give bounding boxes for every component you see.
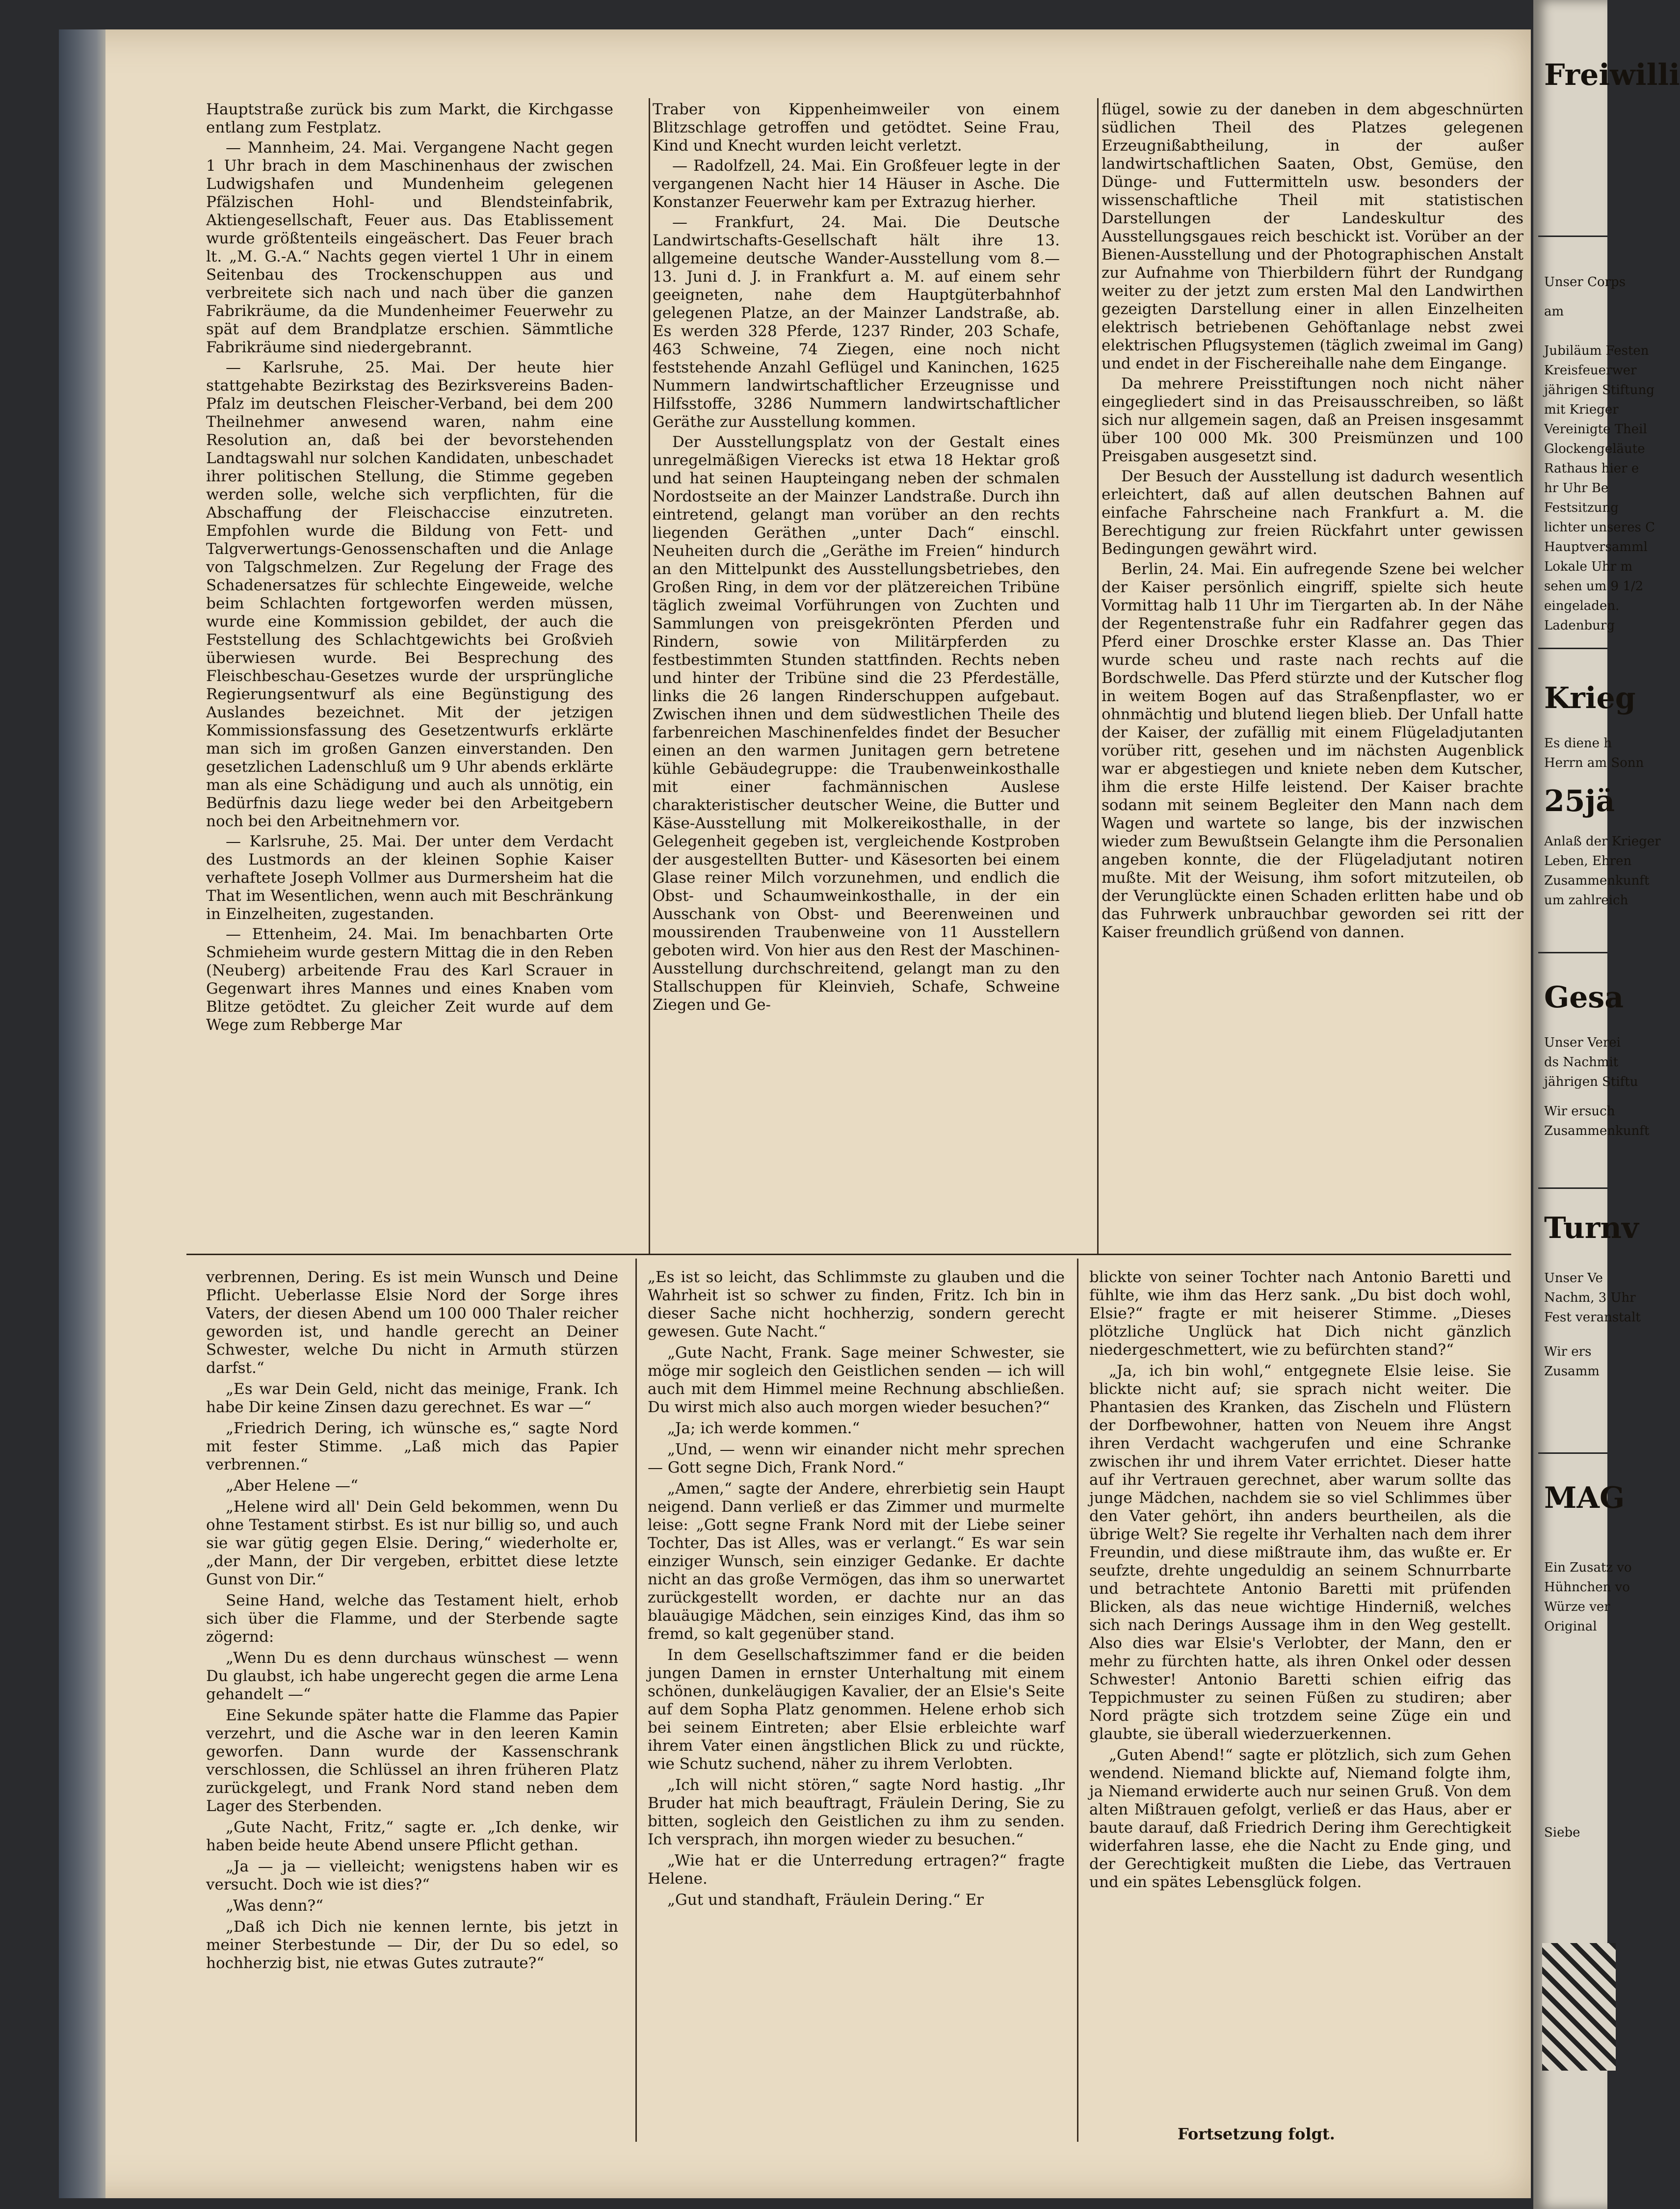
ad-text-fragment: um zahlreich xyxy=(1544,893,1628,908)
ad-text-fragment: Glockengeläute xyxy=(1544,442,1645,456)
ad-text-fragment: Hühnchen vo xyxy=(1544,1580,1630,1595)
story-paragraph: „Was denn?“ xyxy=(226,1897,323,1915)
story-paragraph: „Ja; ich werde kommen.“ xyxy=(667,1420,860,1437)
story-paragraph: „Helene wird all' Dein Geld bekommen, wenn Du ohne Testament stirbst. Es ist nur billig so, und auch sie war gütig gegen Elsie. Dering,“ wiederholte er, „der Mann, der Dir vergeben, erbittet diese letzte Gunst von Dir.“ xyxy=(206,1498,618,1588)
decorative-emblem xyxy=(1542,1943,1616,2071)
ad-text-fragment: hr Uhr Be xyxy=(1544,481,1609,496)
ad-text-fragment: Unser Ve xyxy=(1544,1271,1603,1286)
ad-text-fragment: Siebe xyxy=(1544,1825,1580,1840)
ad-text-fragment: Herrn am Sonn xyxy=(1544,756,1644,770)
ad-text-fragment: Unser Verei xyxy=(1544,1035,1621,1050)
news-paragraph: — Radolfzell, 24. Mai. Ein Großfeuer legte in der vergangenen Nacht hier 14 Häuser in Asche. Die Konstanzer Feuerwehr kam per Extrazug hierher. xyxy=(653,157,1060,211)
ad-text-fragment: Jubiläum Festen xyxy=(1544,343,1649,358)
ad-divider xyxy=(1538,1187,1607,1189)
news-paragraph: — Ettenheim, 24. Mai. Im benachbarten Orte Schmieheim wurde gestern Mittag die in den Reben (Neuberg) arbeitende Frau des Karl Scrauer in Gegenwart ihres Mannes und eines Knaben vom Blitze getödtet. Zu gleicher Zeit wurde auf dem Wege zum Rebberge Mar xyxy=(206,925,613,1034)
book-binding-edge xyxy=(59,29,105,2198)
story-paragraph: „Wenn Du es denn durchaus wünschest — wenn Du glaubst, ich habe ungerecht gegen die arme Lena gehandelt —“ xyxy=(206,1649,618,1703)
ad-divider xyxy=(1538,648,1607,649)
story-paragraph: „Ich will nicht stören,“ sagte Nord hastig. „Ihr Bruder hat mich beauftragt, Fräulein Dering, Sie zu bitten, sogleich den Geistlichen zu ihm zu senden. Ich versprach, ihn morgen wieder zu besuchen.“ xyxy=(648,1776,1065,1848)
ad-text-fragment: Turnv xyxy=(1544,1211,1639,1245)
ad-text-fragment: ds Nachmit xyxy=(1544,1055,1619,1070)
ad-text-fragment: Zusamm xyxy=(1544,1364,1600,1379)
ad-text-fragment: eingeladen. xyxy=(1544,599,1620,613)
story-paragraph: In dem Gesellschaftszimmer fand er die beiden jungen Damen in ernster Unterhaltung mit einem schönen, dunkeläugigen Kavalier, der an Elsie's Seite auf dem Sopha Platz genommen. Helene erhob sich bei seinem Eintreten; aber Elsie erbleichte warf ihrem Vater einen ängstlichen Blick zu und rückte, wie Schutz suchend, näher zu ihrem Verlobten. xyxy=(648,1646,1065,1773)
ad-text-fragment: Festsitzung xyxy=(1544,500,1619,515)
story-column-rule-1 xyxy=(635,1259,637,2142)
story-paragraph: „Ja, ich bin wohl,“ entgegnete Elsie leise. Sie blickte nicht auf; sie sprach nicht weiter. Die Phantasien des Kranken, das Zischeln und Flüstern der Dorfbewohner, hatten von Neuem ihre Angst ihren Verdacht wachgerufen und eine Schranke zwischen ihr und ihrem Vater errichtet. Dieser hatte auf ihr Vertrauen gerechnet, aber warum sollte das junge Mädchen, nachdem sie so viel Schlimmes über den Vater gehört, ihn anders beurtheilen, als die übrige Welt? Sie regelte ihr Verhalten nach dem ihrer Freundin, und diese mißtraute ihm, das wußte er. Er seufzte, drehte ungeduldig an seinem Schnurrbarte und betrachtete Antonio Baretti mit prüfenden Blicken, als das neue wichtige Hinderniß, welches sich nach Derings Aussage ihm in den Weg gestellt. Also dies war Elsie's Verlobter, der Mann, den er mehr zu fürchten hatte, als ihren Onkel oder dessen Schwester! Antonio Baretti schien eifrig das Teppichmuster zu seinen Füßen zu studiren; aber Nord prägte sich trotzdem seine Züge ein und glaubte, sie überall wiederzuerkennen. xyxy=(1089,1362,1511,1743)
ad-text-fragment: Rathaus hier e xyxy=(1544,461,1639,476)
continuation-note: Fortsetzung folgt. xyxy=(1178,2125,1335,2143)
ad-text-fragment: 25jä xyxy=(1544,784,1615,818)
news-paragraph: flügel, sowie zu der daneben in dem abgeschnürten südlichen Theil des Platzes gelegenen Erzeugnißabtheilung, in der außer landwirtschaftlichen Saaten, Obst, Gemüse, den Dünge- und Futtermitteln usw. besonders der wissenschaftliche Theil mit statistischen Darstellungen der Landeskultur des Ausstellungsgaues reich beschickt ist. Vorüber an der Bienen-Ausstellung und der Photographischen Anstalt zur Aufnahme von Thierbildern führt der Rundgang weiter zu der jetzt zum ersten Mal den Landwirthen gezeigten Darstellung einer in allen Einzelheiten elektrisch betriebenen Gehöftanlage nebst zwei elektrischen Pflugsystemen (täglich zweimal im Gang) und endet in der Fischereihalle nahe dem Eingange. xyxy=(1102,101,1523,372)
news-paragraph: Hauptstraße zurück bis zum Markt, die Kirchgasse entlang zum Festplatz. xyxy=(206,101,613,136)
faded-masthead-bleed xyxy=(186,29,1560,103)
serial-story-column-2 xyxy=(648,1268,1065,2132)
story-paragraph: „Und, — wenn wir einander nicht mehr sprechen — Gott segne Dich, Frank Nord.“ xyxy=(648,1441,1065,1476)
ad-text-fragment: mit Krieger xyxy=(1544,402,1619,417)
story-paragraph: „Gute Nacht, Fritz,“ sagte er. „Ich denke, wir haben beide heute Abend unsere Pflicht gethan. xyxy=(206,1818,618,1854)
ad-text-fragment: Vereinigte Theil xyxy=(1544,422,1647,437)
news-paragraph: — Karlsruhe, 25. Mai. Der heute hier stattgehabte Bezirkstag des Bezirksvereins Baden-Pfalz im deutschen Fleischer-Verband, bei dem 200 Theilnehmer anwesend waren, nahm eine Resolution an, daß bei der bevorstehenden Landtagswahl nur solchen Kandidaten, unbeschadet ihrer politischen Stellung, die Stimme gegeben werden solle, welche sich verpflichten, für die Abschaffung der Fleischaccise einzutreten. Empfohlen wurde die Bildung von Fett- und Talgverwertungs-Genossenschaften und die Anlage von Talgschmelzen. Zur Regelung der Frage des Schadenersatzes für schlechte Eingeweide, welche beim Schlachten fortgeworfen werden müssen, wurde eine Kommission gebildet, der auch die Feststellung des Schlachtgewichts bei Großvieh überwiesen wurde. Bei Besprechung des Fleischbeschau-Gesetzes wurde der ursprüngliche Regierungsentwurf als eine Begünstigung des Auslandes bezeichnet. Mit der jetzigen Kommissionsfassung des Gesetzentwurfs erklärte man sich im großen Ganzen einverstanden. Den gesetzlichen Ladenschluß um 9 Uhr abends erklärte man als eine Schädigung und auch als unnötig, ein Bedürfnis dazu liege weder bei den Arbeitgebern noch bei den Arbeitnehmern vor. xyxy=(206,359,613,830)
story-paragraph: Seine Hand, welche das Testament hielt, erhob sich über die Flamme, und der Sterbende sagte zögernd: xyxy=(206,1592,618,1646)
news-paragraph: Berlin, 24. Mai. Ein aufregende Szene bei welcher der Kaiser persönlich eingriff, spielte sich heute Vormittag halb 11 Uhr im Tiergarten ab. In der Nähe der Regentenstraße fuhr ein Radfahrer gegen das Pferd einer Droschke erster Klasse an. Das Thier wurde scheu und raste nach rechts auf die Bordschwelle. Das Pferd stürzte und der Kutscher flog in weitem Bogen auf das Straßenpflaster, wo er ohnmächtig und blutend liegen blieb. Der Unfall hatte der Kaiser, der zufällig mit einem Flügeladjutanten vorüber ritt, gesehen und im nächsten Augenblick war er abgestiegen und kniete neben dem Kutscher, ihm die erste Hilfe leistend. Der Kaiser brachte sodann mit seinem Begleiter den Mann nach dem Wagen und wartete so lange, bis der inzwischen wieder zum Bewußtsein Gelangte ihm die Personalien angeben konnte, die der Flügeladjutant notiren mußte. Mit der Weisung, ihm sofort mitzuteilen, ob der Verunglückte einen Schaden erlitten habe und ob das Fuhrwerk unbrauchbar geworden sei ritt der Kaiser freundlich grüßend von dannen. xyxy=(1102,560,1523,941)
ad-text-fragment: sehen um 9 1/2 xyxy=(1544,579,1644,594)
ad-text-fragment: jährigen Stiftu xyxy=(1544,1075,1638,1089)
ad-text-fragment: Unser Corps xyxy=(1544,275,1626,289)
story-paragraph: „Ja — ja — vielleicht; wenigstens haben wir es versucht. Doch wie ist dies?“ xyxy=(206,1858,618,1893)
story-paragraph: „Guten Abend!“ sagte er plötzlich, sich zum Gehen wendend. Niemand blickte auf, Niemand folgte ihm, ja Niemand erwiderte auch nur seinen Gruß. Von dem alten Mißtrauen gefolgt, verließ er das Haus, aber er baute darauf, daß Friedrich Dering ihm Gerechtigkeit widerfahren lasse, ehe die Nacht zu Ende ging, und der Gerechtigkeit mußten die Liebe, das Vertrauen und ein spätes Lebensglück folgen. xyxy=(1089,1746,1511,1891)
ad-text-fragment: Kreisfeuerwer xyxy=(1544,363,1637,378)
ad-text-fragment: Wir ers xyxy=(1544,1344,1592,1359)
ad-divider xyxy=(1538,952,1607,953)
story-paragraph: „Amen,“ sagte der Andere, ehrerbietig sein Haupt neigend. Dann verließ er das Zimmer und murmelte leise: „Gott segne Frank Nord mit der Liebe seiner Tochter, Das ist Alles, was er verlangt.“ Es war sein einziger Wunsch, sein einziger Gedanke. Er dachte nicht an das große Vermögen, das ihm so unerwartet zurückgestellt worden, er dachte nur an das blauäugige Mädchen, sein einziges Kind, das ihm so fremd, so kalt gegenüber stand. xyxy=(648,1480,1065,1643)
news-paragraph: Traber von Kippenheimweiler von einem Blitzschlage getroffen und getödtet. Seine Frau, Kind und Knecht wurden leicht verletzt. xyxy=(653,101,1060,155)
ad-text-fragment: Fest veranstalt xyxy=(1544,1310,1641,1325)
ad-divider xyxy=(1538,1452,1607,1454)
news-paragraph: — Frankfurt, 24. Mai. Die Deutsche Landwirtschafts-Gesellschaft hält ihre 13. allgemeine deutsche Wander-Ausstellung vom 8.—13. Juni d. J. in Frankfurt a. M. auf einem sehr geeigneten, nahe dem Hauptgüterbahnhof gelegenen Platze, an der Mainzer Landstraße, ab. Es werden 328 Pferde, 1237 Rinder, 203 Schafe, 463 Schweine, 74 Ziegen, eine noch nicht feststehende Anzahl Geflügel und Kaninchen, 1625 Nummern landwirtschaftlicher Erzeugnisse und Hilfsstoffe, 3286 Nummern landwirtschaftlicher Geräthe zur Ausstellung kommen. xyxy=(653,213,1060,431)
story-paragraph: „Daß ich Dich nie kennen lernte, bis jetzt in meiner Sterbestunde — Dir, der Du so edel, so hochherzig bist, nie etwas Gutes zutraute?“ xyxy=(206,1918,618,1972)
ad-text-fragment: Ladenburg xyxy=(1544,618,1615,633)
story-paragraph: „Friedrich Dering, ich wünsche es,“ sagte Nord mit fester Stimme. „Laß mich das Papier verbrennen.“ xyxy=(206,1420,618,1473)
news-paragraph: Da mehrere Preisstiftungen noch nicht näher eingegliedert sind in das Preisausschreiben, so läßt sich nur allgemein sagen, daß an Preisen insgesammt über 100 000 Mk. 300 Preismünzen und 100 Preisgaben ausgesetzt sind. xyxy=(1102,375,1523,465)
ad-text-fragment: lichter unseres C xyxy=(1544,520,1655,535)
ad-text-fragment: MAG xyxy=(1544,1481,1625,1515)
story-paragraph: verbrennen, Dering. Es ist mein Wunsch und Deine Pflicht. Ueberlasse Elsie Nord der Sorge ihres Vaters, der diesen Abend um 100 000 Thaler reicher geworden ist, und handle gerecht an Deiner Schwester, welche Du nicht in Armuth stürzen darfst.“ xyxy=(206,1268,618,1377)
ad-text-fragment: Freiwilli xyxy=(1544,58,1680,92)
ad-text-fragment: Original xyxy=(1544,1619,1597,1634)
ad-text-fragment: Lokale Uhr m xyxy=(1544,559,1633,574)
story-paragraph: blickte von seiner Tochter nach Antonio Baretti und fühlte, wie ihm das Herz sank. „Du bist doch wohl, Elsie?“ fragte er mit heiserer Stimme. „Dieses plötzliche Unglück hat Dich nicht gänzlich niedergeschmettert, wie zu befürchten stand?“ xyxy=(1089,1268,1511,1359)
story-paragraph: „Wie hat er die Unterredung ertragen?“ fragte Helene. xyxy=(648,1852,1065,1888)
ad-text-fragment: Wir ersuch xyxy=(1544,1104,1615,1119)
story-paragraph: „Es war Dein Geld, nicht das meinige, Frank. Ich habe Dir keine Zinsen dazu gerechnet. Es war —“ xyxy=(206,1380,618,1416)
adjacent-page-edge xyxy=(1533,0,1680,2209)
ad-text-fragment: Krieg xyxy=(1544,681,1636,715)
news-column-3 xyxy=(1102,101,1523,1244)
story-paragraph: „Aber Helene —“ xyxy=(226,1477,358,1495)
ad-text-fragment: Anlaß der Krieger xyxy=(1544,834,1661,849)
ad-text-fragment: Würze ver xyxy=(1544,1600,1610,1614)
serial-story-column-1 xyxy=(206,1268,618,2132)
ad-text-fragment: Gesa xyxy=(1544,980,1624,1015)
story-column-rule-2 xyxy=(1077,1259,1078,2142)
ad-text-fragment: Hauptversamml xyxy=(1544,540,1648,554)
news-column-2 xyxy=(653,101,1060,1244)
serial-story-column-3 xyxy=(1089,1268,1511,2117)
ad-text-fragment: jährigen Stiftung xyxy=(1544,383,1654,397)
story-paragraph: „Gut und standhaft, Fräulein Dering.“ Er xyxy=(667,1891,984,1909)
news-paragraph: Der Ausstellungsplatz von der Gestalt eines unregelmäßigen Vierecks ist etwa 18 Hektar groß und hat seinen Haupteingang neben der schmalen Nordostseite an der Mainzer Landstraße. Durch ihn eintretend, gelangt man vorüber an den rechts liegenden Geräthen „unter Dach“ einschl. Neuheiten durch die „Geräthe im Freien“ hindurch an den Mittelpunkt des Ausstellungsbetriebes, den Großen Ring, in dem vor der plätzereichen Tribüne täglich zweimal Vorführungen von Zuchten und Sammlungen von preisgekrönten Pferden und Rindern, sowie von Militärpferden zu festbestimmten Stunden stattfinden. Rechts neben und hinter der Tribüne sind die 23 Pferdeställe, links die 26 langen Rinderschuppen aufgebaut. Zwischen ihnen und dem südwestlichen Theile des farbenreichen Maschinenfeldes findet der Besucher einen an den warmen Junitagen gern betretene kühle Gebäudegruppe: die Traubenweinkosthalle mit einer fachmännischen Auslese charakteristischer deutscher Weine, die Butter und Käse-Ausstellung mit Molkereikosthalle, in der Gelegenheit gegeben ist, vergleichende Kostproben der ausgestellten Butter- und Käsesorten bei einem Glase reiner Milch vorzunehmen, und endlich die Obst- und Schaumweinkosthalle, in der ein Ausschank von Obst- und Beerenweinen und moussirenden Traubenweine von 11 Ausstellern geboten wird. Von hier aus den Rest der Maschinen-Ausstellung durchschreitend, gelangt man zu den Stallschuppen für Kleinvieh, Schafe, Schweine Ziegen und Ge- xyxy=(653,433,1060,1014)
news-paragraph: Der Besuch der Ausstellung ist dadurch wesentlich erleichtert, daß auf allen deutschen Bahnen auf einfache Fahrscheine nach Frankfurt a. M. die Berechtigung zur freien Rückfahrt unter gewissen Bedingungen gewährt wird. xyxy=(1102,468,1523,558)
news-paragraph: — Karlsruhe, 25. Mai. Der unter dem Verdacht des Lustmords an der kleinen Sophie Kaiser verhaftete Joseph Vollmer aus Durmersheim hat die That im Wesentlichen, wenn auch mit Beschränkung in Einzelheiten, zugestanden. xyxy=(206,833,613,923)
ad-text-fragment: Nachm, 3 Uhr xyxy=(1544,1290,1636,1305)
story-paragraph: Eine Sekunde später hatte die Flamme das Papier verzehrt, und die Asche war in den leeren Kamin geworfen. Dann wurde der Kassenschrank verschlossen, die Schlüssel an ihren früheren Platz zurückgelegt, und Frank Nord stand neben dem Lager des Sterbenden. xyxy=(206,1707,618,1815)
story-paragraph: „Es ist so leicht, das Schlimmste zu glauben und die Wahrheit ist so schwer zu finden, Fritz. Ich bin in dieser Sache nicht hochherzig, sondern gerecht gewesen. Gute Nacht.“ xyxy=(648,1268,1065,1341)
ad-divider xyxy=(1538,236,1607,237)
ad-text-fragment: Zusammenkunft xyxy=(1544,1124,1650,1138)
ad-text-fragment: am xyxy=(1544,304,1564,319)
top-news-section xyxy=(196,101,1523,1244)
section-divider xyxy=(186,1254,1511,1255)
news-column-1 xyxy=(206,101,613,1244)
ad-text-fragment: Ein Zusatz vo xyxy=(1544,1560,1632,1575)
ad-text-fragment: Leben, Ehren xyxy=(1544,854,1632,868)
news-paragraph: — Mannheim, 24. Mai. Vergangene Nacht gegen 1 Uhr brach in dem Maschinenhaus der zwischen Ludwigshafen und Mundenheim gelegenen Pfälzischen Hohl- und Blendsteinfabrik, Aktiengesellschaft, Feuer aus. Das Etablissement wurde größtenteils eingeäschert. Das Feuer brach lt. „M. G.-A.“ Nachts gegen viertel 1 Uhr in einem Seitenbau des Trockenschuppen aus und verbreitete sich nach und nach über die ganzen Fabrikräume, da die Mundenheimer Feuerwehr zu spät auf dem Brandplatze erschien. Sämmtliche Fabrikräume sind niedergebrannt. xyxy=(206,139,613,356)
ad-text-fragment: Zusammenkunft xyxy=(1544,873,1650,888)
ad-text-fragment: Es diene h xyxy=(1544,736,1612,751)
story-paragraph: „Gute Nacht, Frank. Sage meiner Schwester, sie möge mir sogleich den Geistlichen senden — ich will auch mit dem Himmel meine Rechnung abschließen. Du wirst mich also auch morgen wieder besuchen?“ xyxy=(648,1344,1065,1416)
